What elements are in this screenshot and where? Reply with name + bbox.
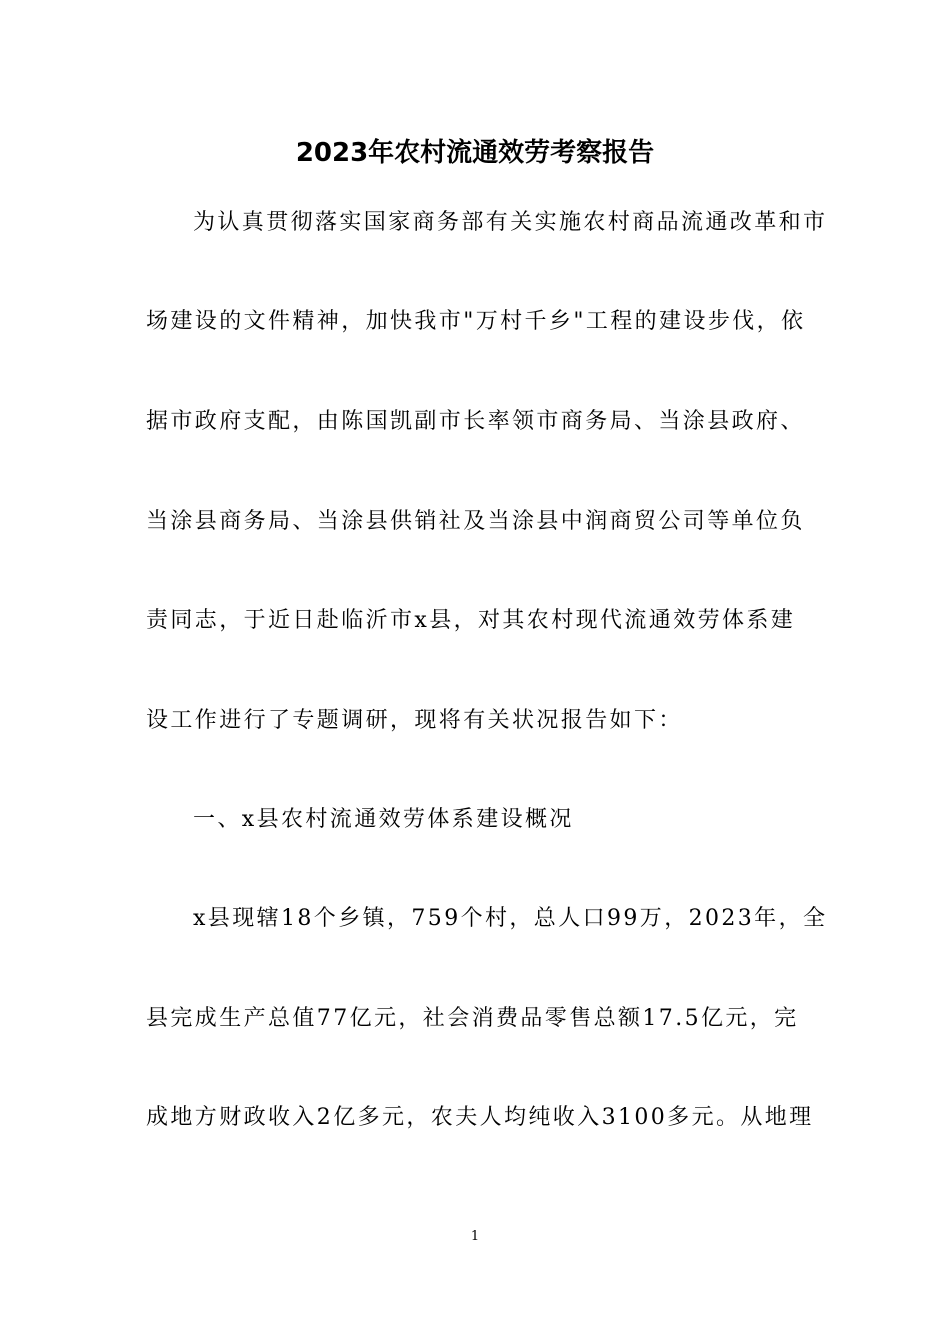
page-number: 1 — [470, 1229, 480, 1244]
paragraph-line: 成地方财政收入2亿多元，农夫人均纯收入3100多元。从地理 — [146, 1105, 814, 1130]
paragraph-line: 据市政府支配，由陈国凯副市长率领市商务局、当涂县政府、 — [146, 409, 805, 434]
paragraph-line: 场建设的文件精神，加快我市"万村千乡"工程的建设步伐，依 — [146, 309, 806, 334]
paragraph-line: 当涂县商务局、当涂县供销社及当涂县中润商贸公司等单位负 — [146, 509, 805, 534]
paragraph-line: 责同志，于近日赴临沂市x县，对其农村现代流通效劳体系建 — [146, 608, 796, 633]
document-title: 2023年农村流通效劳考察报告 — [295, 138, 655, 168]
paragraph-line: x县现辖18个乡镇，759个村，总人口99万，2023年，全 — [193, 906, 828, 931]
section-heading: 一、x县农村流通效劳体系建设概况 — [193, 807, 574, 832]
paragraph-line: 设工作进行了专题调研，现将有关状况报告如下： — [146, 708, 683, 733]
paragraph-line: 为认真贯彻落实国家商务部有关实施农村商品流通改革和市 — [193, 210, 828, 235]
paragraph-line: 县完成生产总值77亿元，社会消费品零售总额17.5亿元，完 — [146, 1006, 799, 1031]
